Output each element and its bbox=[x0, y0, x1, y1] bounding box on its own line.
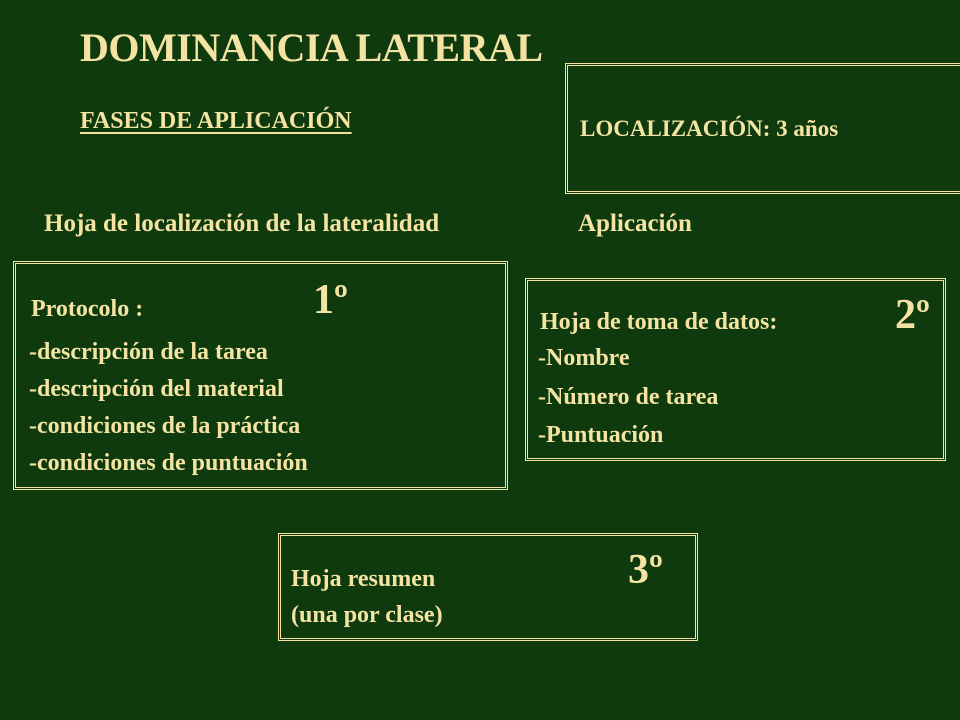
protocolo-ordinal: 1º bbox=[313, 277, 348, 323]
protocolo-item: -condiciones de puntuación bbox=[29, 450, 308, 476]
protocolo-item: -descripción de la tarea bbox=[29, 339, 268, 365]
heading-localizacion: Hoja de localización de la lateralidad bbox=[44, 210, 440, 237]
slide-title: DOMINANCIA LATERAL bbox=[80, 25, 543, 70]
toma-datos-ordinal: 2º bbox=[895, 292, 930, 338]
localizacion-box bbox=[565, 63, 960, 194]
resumen-box bbox=[278, 533, 698, 641]
protocolo-label: Protocolo : bbox=[31, 296, 144, 322]
toma-datos-item: -Número de tarea bbox=[538, 384, 719, 410]
resumen-note: (una por clase) bbox=[291, 602, 443, 628]
toma-datos-label: Hoja de toma de datos: bbox=[540, 309, 778, 335]
resumen-label: Hoja resumen bbox=[291, 566, 436, 592]
protocolo-box bbox=[13, 261, 508, 490]
resumen-ordinal: 3º bbox=[628, 547, 663, 593]
toma-datos-box bbox=[525, 278, 946, 461]
slide-subtitle: FASES DE APLICACIÓN bbox=[80, 108, 352, 134]
localizacion-text: LOCALIZACIÓN: 3 años bbox=[580, 116, 839, 141]
toma-datos-item: -Puntuación bbox=[538, 422, 664, 448]
protocolo-item: -descripción del material bbox=[29, 376, 284, 402]
heading-aplicacion: Aplicación bbox=[578, 210, 692, 237]
toma-datos-item: -Nombre bbox=[538, 345, 630, 371]
protocolo-item: -condiciones de la práctica bbox=[29, 413, 301, 439]
